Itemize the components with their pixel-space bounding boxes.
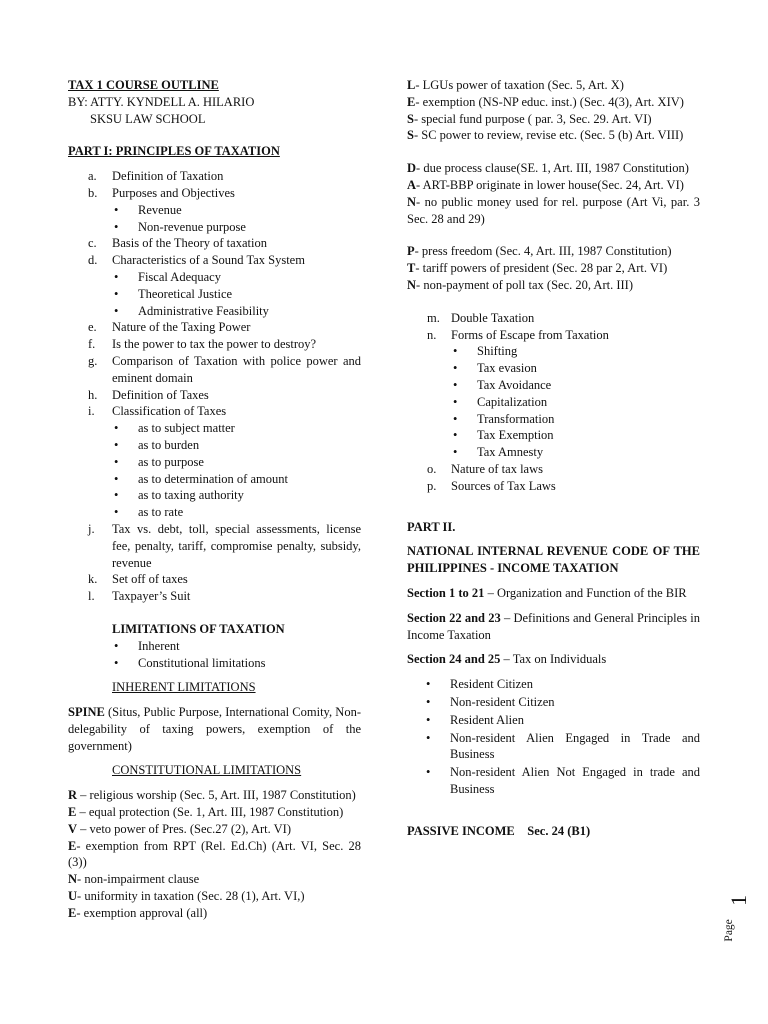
- list-item: • Non-resident Alien Not Engaged in trade and Business: [426, 764, 700, 798]
- constitutional-heading: CONSTITUTIONAL LIMITATIONS: [112, 763, 302, 778]
- list-item: m. Double Taxation: [427, 310, 535, 325]
- list-item: R – religious worship (Sec. 5, Art. III, 1987 Constitution): [68, 788, 356, 803]
- list-item: • Capitalization: [453, 394, 700, 411]
- principles-list-cont: [407, 310, 700, 344]
- nirc-heading: NATIONAL INTERNAL REVENUE CODE OF THE PHILIPPINES - INCOME TAXATION: [407, 544, 700, 576]
- limitations-heading: LIMITATIONS OF TAXATION: [112, 621, 285, 636]
- list-item: • as to determination of amount: [114, 471, 361, 488]
- inherent-heading: INHERENT LIMITATIONS: [112, 680, 256, 695]
- list-item: • Non-resident Citizen: [426, 694, 700, 711]
- list-item: • as to rate: [114, 504, 361, 521]
- school-line: SKSU LAW SCHOOL: [90, 111, 206, 126]
- escape-forms-sublist: [407, 343, 700, 461]
- list-item: • Tax Avoidance: [453, 377, 700, 394]
- list-item: • as to taxing authority: [114, 487, 361, 504]
- principles-list-cont: [68, 521, 361, 605]
- list-item: • Resident Alien: [426, 712, 700, 729]
- list-item: j. Tax vs. debt, toll, special assessments, license fee, penalty, tariff, compromise penalty, subsidy, revenue: [88, 521, 361, 570]
- list-item: • Non-resident Alien Engaged in Trade and Business: [426, 730, 700, 764]
- list-item: E- exemption (NS-NP educ. inst.) (Sec. 4(3), Art. XIV): [407, 94, 684, 109]
- constitutional-list: [68, 787, 361, 921]
- list-item: b. Purposes and Objectives: [88, 185, 235, 200]
- list-item: o. Nature of tax laws: [427, 461, 543, 476]
- list-item: L- LGUs power of taxation (Sec. 5, Art. X): [407, 78, 624, 92]
- list-item: E – equal protection (Se. 1, Art. III, 1987 Constitution): [68, 805, 344, 820]
- page-label: Page: [722, 919, 735, 942]
- list-item: E- exemption approval (all): [68, 905, 208, 920]
- left-column: [68, 77, 361, 922]
- list-item: T- tariff powers of president (Sec. 28 par 2, Art. VI): [407, 261, 668, 276]
- list-item: • Theoretical Justice: [114, 286, 361, 303]
- list-item: N- non-payment of poll tax (Sec. 20, Art. III): [407, 277, 633, 292]
- list-item: • Non-revenue purpose: [114, 219, 361, 236]
- page-number: [722, 892, 762, 952]
- list-item: d. Characteristics of a Sound Tax System: [88, 253, 305, 268]
- list-item: • Transformation: [453, 411, 700, 428]
- principles-list: [68, 168, 361, 202]
- section-24-25: Section 24 and 25 – Tax on Individuals: [407, 652, 607, 667]
- list-item: g. Comparison of Taxation with police power and eminent domain: [88, 353, 361, 385]
- course-title: TAX 1 COURSE OUTLINE: [68, 78, 219, 92]
- list-item: P- press freedom (Sec. 4, Art. III, 1987 Constitution): [407, 244, 672, 259]
- classification-sublist: [68, 420, 361, 521]
- list-item: V – veto power of Pres. (Sec.27 (2), Art. VI): [68, 821, 291, 836]
- part2-heading: PART II.: [407, 519, 456, 534]
- individuals-list: [407, 676, 700, 798]
- characteristics-sublist: [68, 269, 361, 319]
- limitations-list: [68, 638, 361, 672]
- part1-heading: PART I: PRINCIPLES OF TAXATION: [68, 144, 280, 159]
- list-item: • Inherent: [114, 638, 361, 655]
- list-item: • as to burden: [114, 437, 361, 454]
- list-item: i. Classification of Taxes: [88, 404, 227, 419]
- page-number-value: 1: [726, 894, 752, 906]
- list-item: S- SC power to review, revise etc. (Sec. 5 (b) Art. VIII): [407, 128, 684, 143]
- list-item: p. Sources of Tax Laws: [427, 478, 556, 493]
- list-item: D- due process clause(SE. 1, Art. III, 1987 Constitution): [407, 161, 689, 176]
- principles-list-cont: [407, 461, 700, 495]
- section-1-21: Section 1 to 21 – Organization and Function of the BIR: [407, 585, 687, 600]
- list-item: N- no public money used for rel. purpose (Art Vi, par. 3 Sec. 28 and 29): [407, 194, 700, 226]
- list-item: E- exemption from RPT (Rel. Ed.Ch) (Art. VI, Sec. 28 (3)): [68, 838, 361, 870]
- list-item: l. Taxpayer’s Suit: [88, 589, 191, 604]
- list-item: A- ART-BBP originate in lower house(Sec. 24, Art. VI): [407, 177, 684, 192]
- list-item: • Administrative Feasibility: [114, 303, 361, 320]
- spine-paragraph: SPINE (Situs, Public Purpose, International Comity, Non-delegability of taxing powers, exemption of the government): [68, 705, 361, 753]
- list-item: • Tax Amnesty: [453, 444, 700, 461]
- list-item: S- special fund purpose ( par. 3, Sec. 29. Art. VI): [407, 111, 652, 126]
- purposes-sublist: [68, 202, 361, 236]
- limitations-group-2: [407, 160, 700, 227]
- list-item: • Constitutional limitations: [114, 655, 361, 672]
- list-item: • Resident Citizen: [426, 676, 700, 693]
- principles-list-cont: [68, 235, 361, 269]
- list-item: U- uniformity in taxation (Sec. 28 (1), Art. VI,): [68, 889, 305, 904]
- author-line: BY: ATTY. KYNDELL A. HILARIO: [68, 94, 255, 109]
- principles-list-cont: [68, 319, 361, 420]
- list-item: • Tax Exemption: [453, 427, 700, 444]
- list-item: f. Is the power to tax the power to destroy?: [88, 337, 317, 352]
- list-item: N- non-impairment clause: [68, 872, 200, 887]
- list-item: • Shifting: [453, 343, 700, 360]
- right-column: [407, 77, 700, 839]
- list-item: e. Nature of the Taxing Power: [88, 320, 251, 335]
- section-22-23: Section 22 and 23 – Definitions and General Principles in Income Taxation: [407, 610, 700, 642]
- list-item: • as to purpose: [114, 454, 361, 471]
- list-item: n. Forms of Escape from Taxation: [427, 327, 609, 342]
- limitations-group-1: [407, 77, 700, 144]
- list-item: h. Definition of Taxes: [88, 387, 209, 402]
- list-item: • Revenue: [114, 202, 361, 219]
- list-item: c. Basis of the Theory of taxation: [88, 236, 267, 251]
- list-item: k. Set off of taxes: [88, 572, 188, 587]
- passive-income-heading: PASSIVE INCOME Sec. 24 (B1): [407, 823, 591, 838]
- list-item: • as to subject matter: [114, 420, 361, 437]
- list-item: • Fiscal Adequacy: [114, 269, 361, 286]
- list-item: • Tax evasion: [453, 360, 700, 377]
- limitations-group-3: [407, 243, 700, 293]
- list-item: a. Definition of Taxation: [88, 169, 224, 184]
